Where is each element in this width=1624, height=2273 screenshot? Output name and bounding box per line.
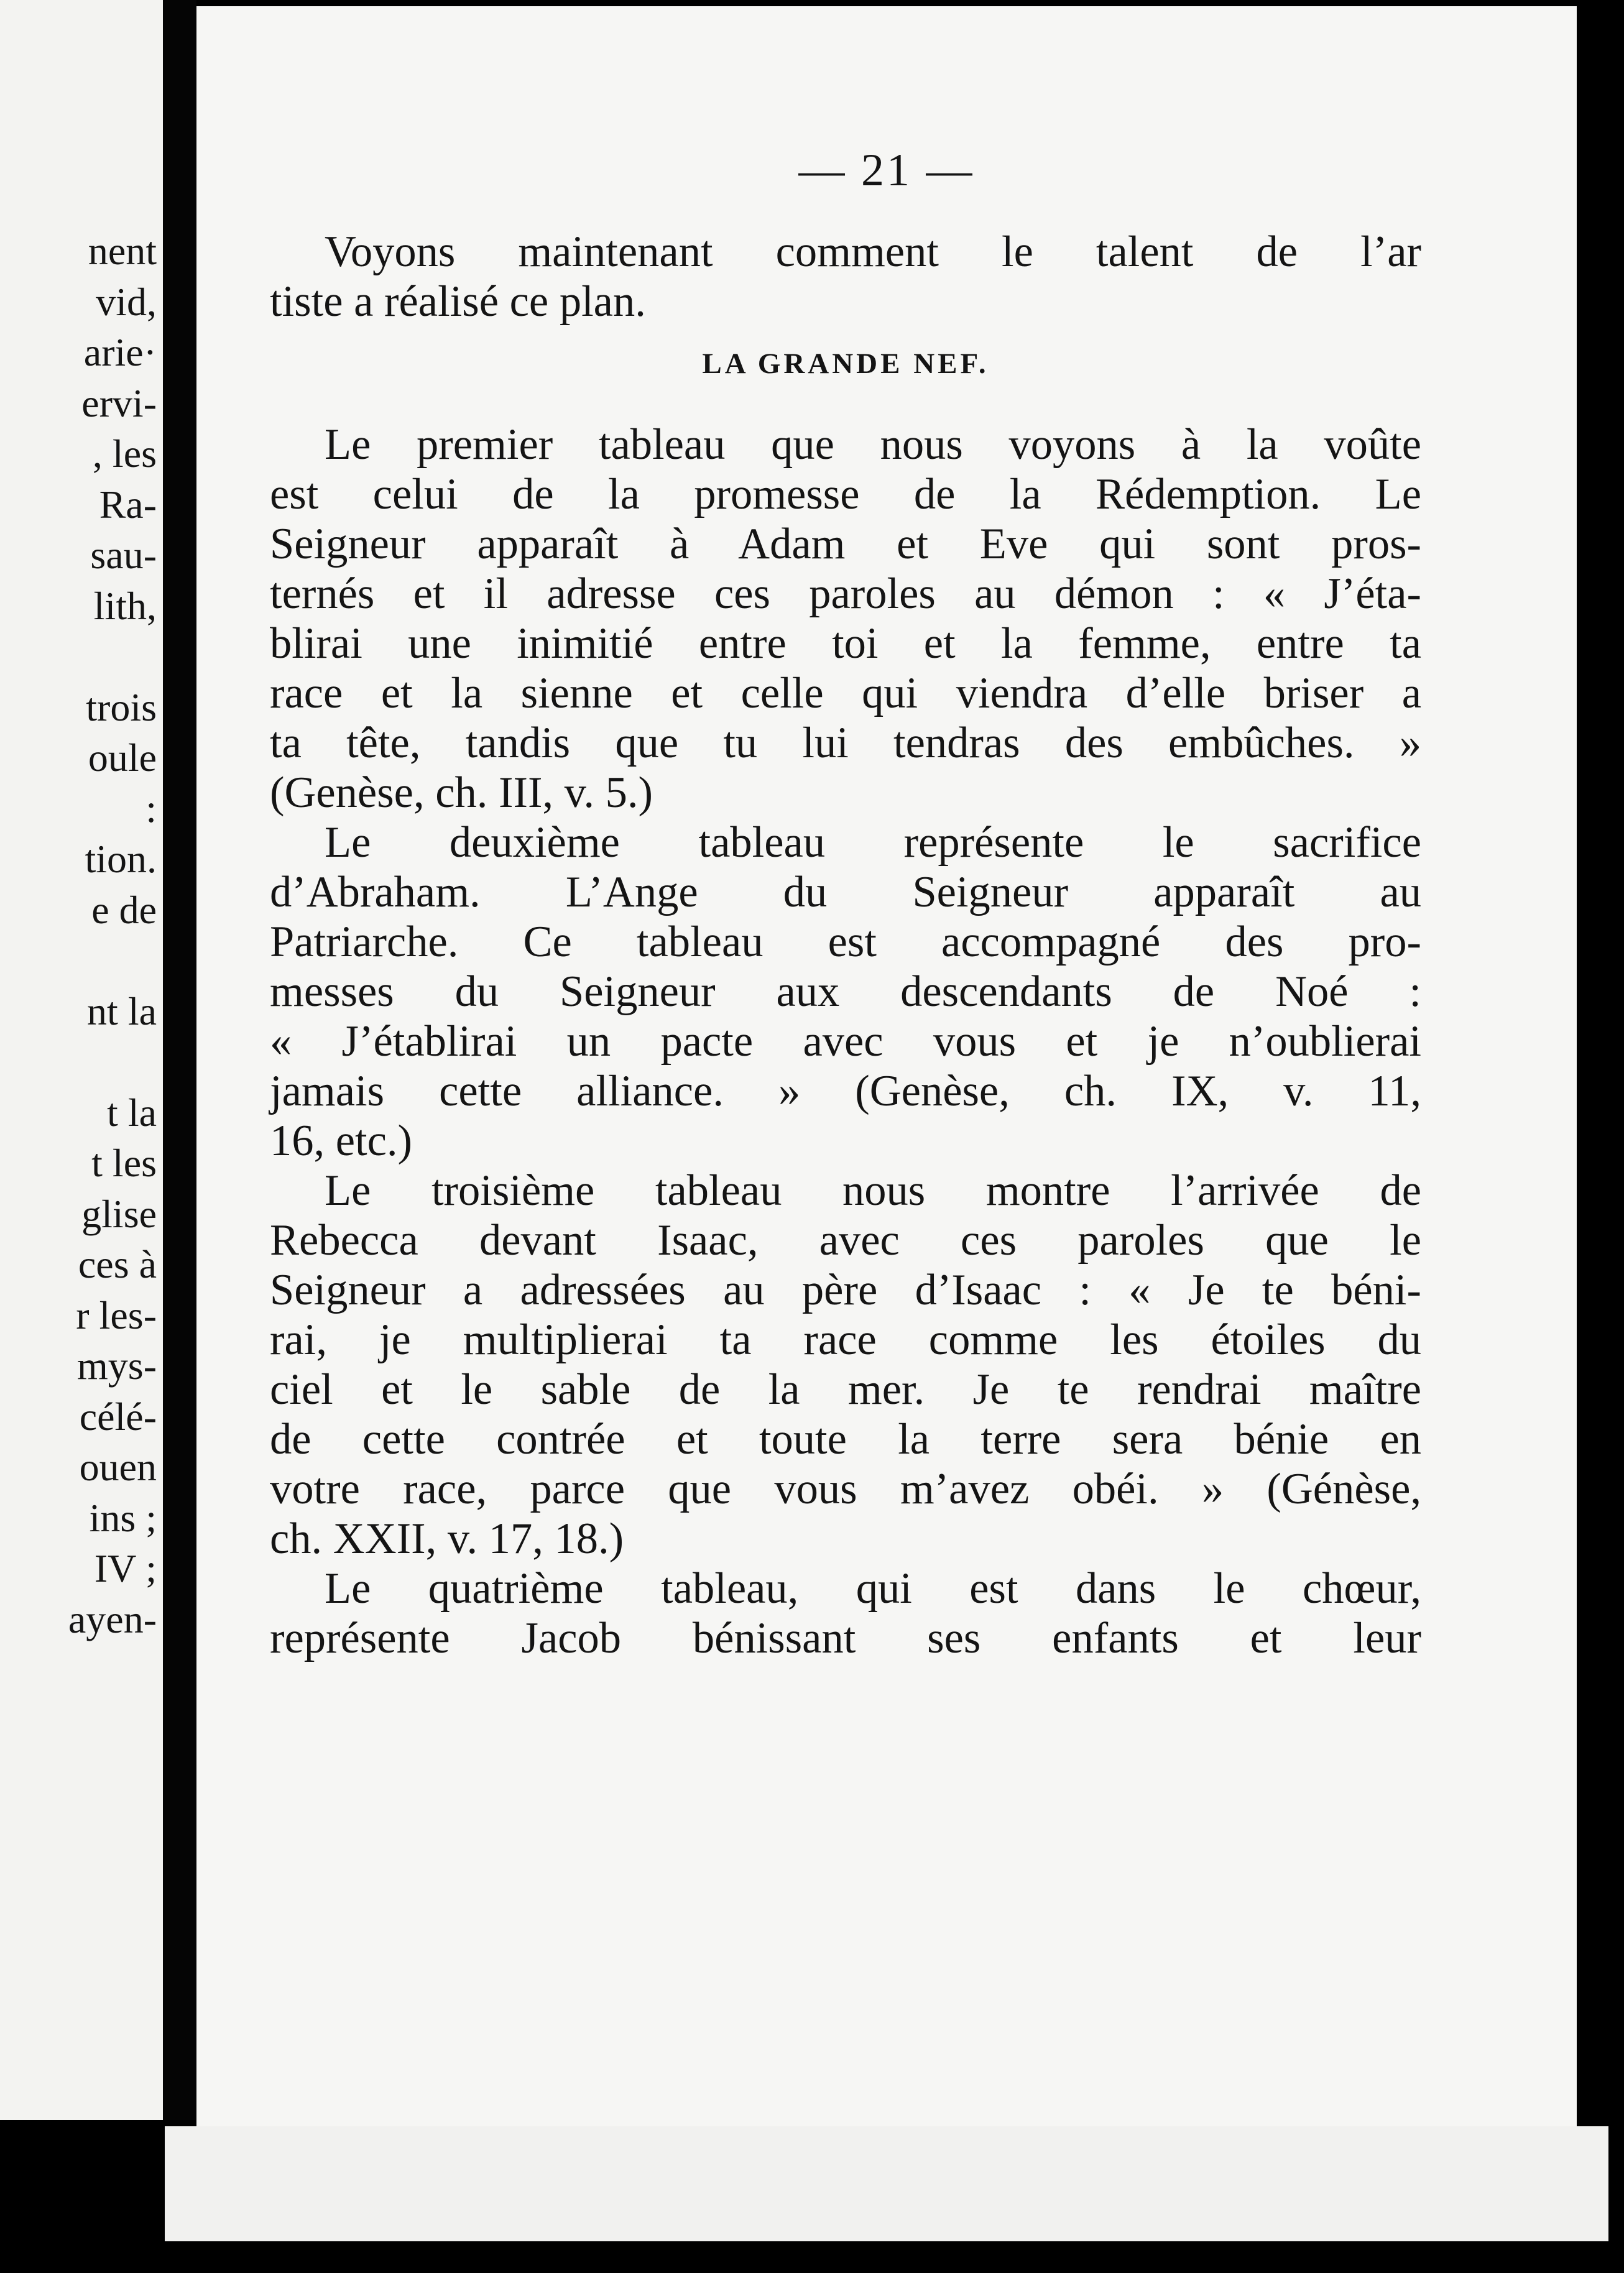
- paragraph-line: est celui de la promesse de la Rédemption. Le: [270, 470, 1421, 519]
- paragraph-line: ta tête, tandis que tu lui tendras des embûches. »: [270, 719, 1421, 767]
- paragraph-line: votre race, parce que vous m’avez obéi. » (Génèse,: [270, 1465, 1421, 1513]
- paragraph-line: d’Abraham. L’Ange du Seigneur apparaît au: [270, 868, 1421, 916]
- paragraph-line: Patriarche. Ce tableau est accompagné des pro-: [270, 918, 1421, 966]
- previous-page-line: Ra-: [99, 482, 157, 527]
- paragraph-line: ternés et il adresse ces paroles au démon : « J’éta-: [270, 569, 1421, 618]
- section-heading: LA GRANDE NEF.: [702, 348, 989, 380]
- paragraph-line: Seigneur a adressées au père d’Isaac : « Je te béni-: [270, 1266, 1421, 1314]
- previous-page-line: ins ;: [89, 1495, 157, 1540]
- previous-page-line: , les: [92, 431, 157, 476]
- paragraph-line: Seigneur apparaît à Adam et Eve qui sont pros-: [270, 520, 1421, 568]
- intro-line: tiste a réalisé ce plan.: [270, 277, 646, 326]
- previous-page-line: ouen: [79, 1445, 157, 1489]
- previous-page-line: ces à: [78, 1242, 157, 1286]
- paragraph-line: rai, je multiplierai ta race comme les étoiles du: [270, 1316, 1421, 1364]
- previous-page-line: glise: [81, 1191, 157, 1236]
- paragraph-line: ciel et le sable de la mer. Je te rendrai maître: [270, 1365, 1421, 1414]
- paragraph-line: de cette contrée et toute la terre sera bénie en: [270, 1415, 1421, 1464]
- paragraph-line: Le troisième tableau nous montre l’arrivée de: [325, 1166, 1421, 1215]
- page-body: [270, 227, 1421, 1663]
- previous-page-line: oule: [88, 735, 157, 780]
- previous-page-line: lith,: [93, 583, 157, 628]
- paragraph-line: « J’établirai un pacte avec vous et je n’oublierai: [270, 1017, 1421, 1066]
- previous-page-line: arie·: [83, 330, 157, 374]
- previous-page-line: sau-: [90, 533, 157, 577]
- paragraph: [270, 1166, 1421, 1564]
- previous-page-line: ayen-: [68, 1597, 157, 1641]
- paragraph-line: Le premier tableau que nous voyons à la voûte: [325, 420, 1421, 469]
- previous-page-line: r les-: [76, 1293, 157, 1337]
- paragraph-line: messes du Seigneur aux descendants de Noé :: [270, 967, 1421, 1016]
- book-gutter: [163, 0, 196, 2120]
- paragraph: [270, 1564, 1421, 1663]
- previous-page-line: t les: [91, 1141, 157, 1185]
- previous-page-line: trois: [86, 685, 157, 729]
- previous-page-line: tion.: [85, 837, 157, 881]
- paragraph-line: Rebecca devant Isaac, avec ces paroles que le: [270, 1216, 1421, 1265]
- paragraph-line: (Genèse, ch. III, v. 5.): [270, 768, 653, 817]
- previous-page-line: vid,: [96, 279, 157, 324]
- previous-page-line: célé-: [79, 1394, 157, 1439]
- previous-page-line: mys-: [77, 1344, 157, 1388]
- previous-page-line: ervi-: [81, 380, 157, 425]
- paragraph-line: race et la sienne et celle qui viendra d’elle briser a: [270, 669, 1421, 717]
- paragraph: [270, 420, 1421, 818]
- previous-page-line: nent: [88, 229, 157, 273]
- paragraph-line: Le quatrième tableau, qui est dans le chœur,: [325, 1564, 1421, 1613]
- page-number: — 21 —: [798, 145, 975, 196]
- previous-page-strip: [0, 0, 163, 2120]
- paragraph-line: Le deuxième tableau représente le sacrifice: [325, 818, 1421, 867]
- paragraph: [270, 818, 1421, 1166]
- paragraph-line: représente Jacob bénissant ses enfants et leur: [270, 1614, 1421, 1662]
- paragraph-line: blirai une inimitié entre toi et la femme, entre ta: [270, 619, 1421, 668]
- intro-line: Voyons maintenant comment le talent de l’ar: [325, 228, 1421, 276]
- previous-page-line: t la: [107, 1090, 157, 1135]
- page-below-strip: [165, 2126, 1608, 2241]
- previous-page-line: :: [145, 786, 157, 831]
- paragraph-line: 16, etc.): [270, 1117, 413, 1165]
- previous-page-line: IV ;: [94, 1546, 157, 1590]
- previous-page-line: nt la: [87, 989, 157, 1033]
- previous-page-line: e de: [91, 887, 157, 932]
- book-page: [196, 6, 1577, 2142]
- paragraph-line: ch. XXII, v. 17, 18.): [270, 1515, 624, 1563]
- paragraph-line: jamais cette alliance. » (Genèse, ch. IX, v. 11,: [270, 1067, 1421, 1115]
